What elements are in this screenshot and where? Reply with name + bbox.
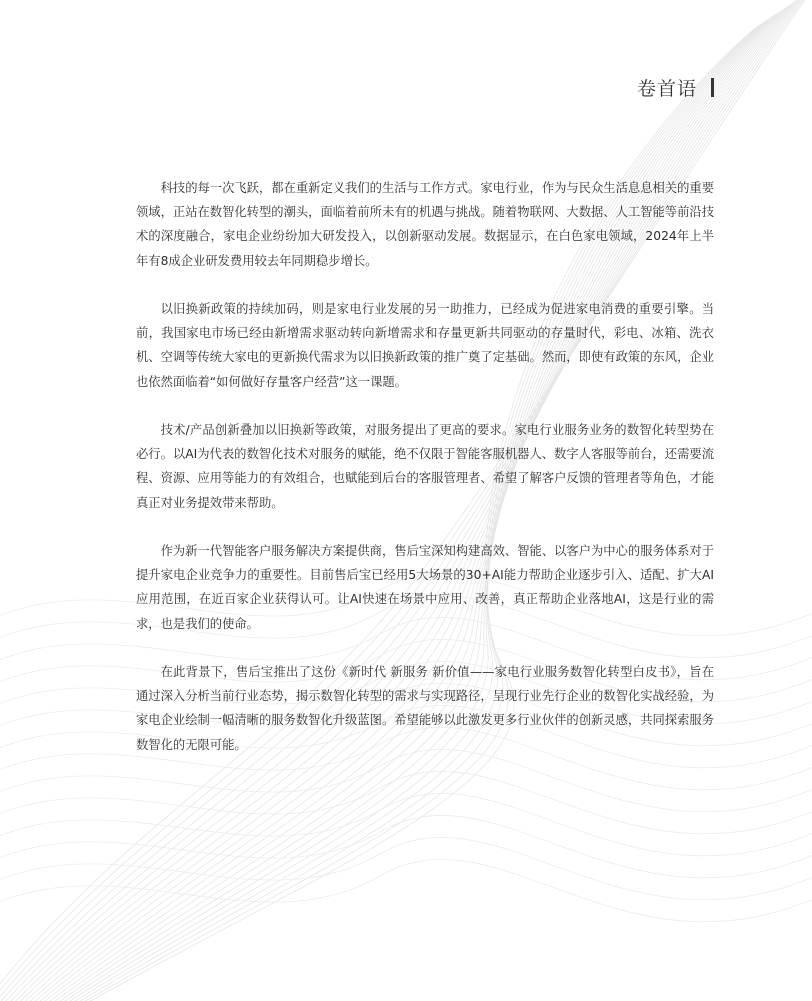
paragraph-1: 科技的每一次飞跃，都在重新定义我们的生活与工作方式。家电行业，作为与民众生活息息相关的重要领域，正站在数智化转型的潮头，面临着前所未有的机遇与挑战。随着物联网、大数据、人工智能等前沿技术的深度融合，家电企业纷纷加大研发投入，以创新驱动发展。数据显示，在白色家电领域，2024年上半年有8成企业研发费用较去年同期稳步增长。 bbox=[136, 181, 714, 268]
page-header bbox=[637, 70, 714, 104]
contour-line bbox=[0, 793, 812, 855]
paragraph-2: 以旧换新政策的持续加码，则是家电行业发展的另一助推力，已经成为促进家电消费的重要引擎。当前，我国家电市场已经由新增需求驱动转向新增需求和存量更新共同驱动的存量时代，彩电、冰箱、洗衣机、空调等传统大家电的更新换代需求为以旧换新政策的推广奠了定基础。然而，即使有政策的东风，企业也依然面临着“如何做好存量客户经营”这一课题。 bbox=[136, 302, 714, 389]
paragraph-3: 技术/产品创新叠加以旧换新等政策，对服务提出了更高的要求。家电行业服务业务的数智化转型势在必行。以AI为代表的数智化技术对服务的赋能，绝不仅限于智能客服机器人、数字人客服等前台，还需要流程、资源、应用等能力的有效组合，也赋能到后台的客服管理者、希望了解客户反馈的管理者等角色，才能真正对业务提效带来帮助。 bbox=[136, 423, 714, 510]
title-divider-bar bbox=[711, 78, 714, 97]
contour-line bbox=[0, 859, 812, 921]
contour-line bbox=[0, 815, 812, 877]
preface-body bbox=[136, 176, 714, 781]
contour-line bbox=[0, 837, 812, 899]
paragraph-4: 作为新一代智能客户服务解决方案提供商，售后宝深知构建高效、智能、以客户为中心的服务体系对于提升家电企业竞争力的重要性。目前售后宝已经用5大场景的30+AI能力帮助企业逐步引入、适配、扩大AI应用范围，在近百家企业获得认可。让AI快速在场景中应用、改善，真正帮助企业落地AI，这是行业的需求，也是我们的使命。 bbox=[136, 544, 714, 631]
page-title: 卷首语 bbox=[636, 77, 697, 100]
paragraph-5: 在此背景下，售后宝推出了这份《新时代 新服务 新价值——家电行业服务数智化转型白皮书》，旨在通过深入分析当前行业态势，揭示数智化转型的需求与实现路径，呈现行业先行企业的数智化实战经验，为家电企业绘制一幅清晰的服务数智化升级蓝图。希望能够以此激发更多行业伙伴的创新灵感，共同探索服务数智化的无限可能。 bbox=[136, 665, 714, 752]
